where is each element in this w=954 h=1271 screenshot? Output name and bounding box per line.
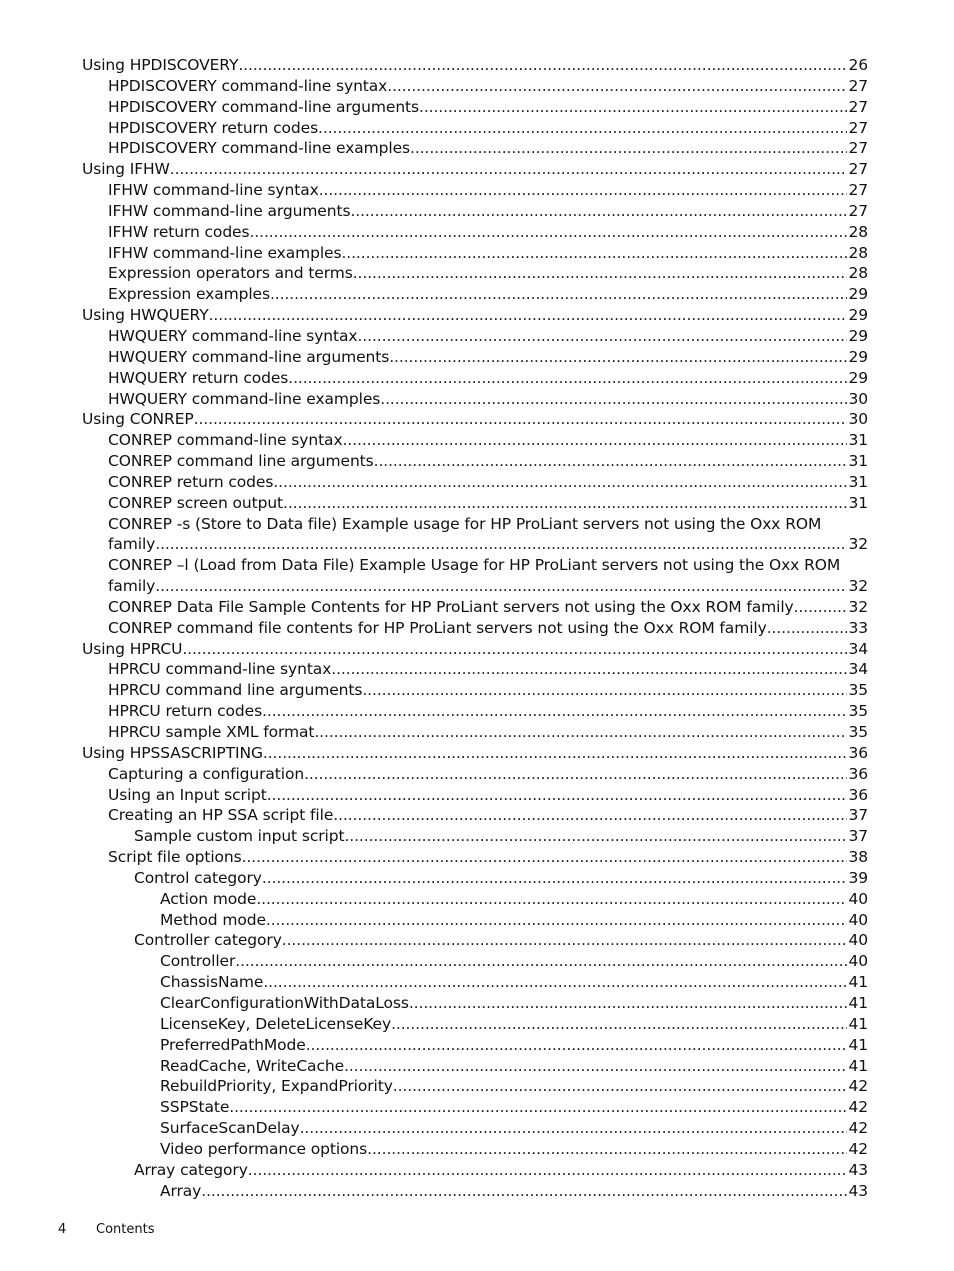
toc-entry-title: ClearConfigurationWithDataLoss bbox=[160, 993, 409, 1012]
dot-leader bbox=[306, 1035, 848, 1056]
dot-leader bbox=[201, 1181, 847, 1202]
dot-leader bbox=[170, 159, 848, 180]
dot-leader bbox=[270, 284, 848, 305]
page-footer bbox=[58, 1222, 154, 1237]
toc-entry-page: 27 bbox=[848, 97, 868, 116]
dot-leader bbox=[353, 263, 848, 284]
toc-entry-title: Using HPRCU bbox=[82, 639, 183, 658]
toc-entry-page: 42 bbox=[848, 1098, 868, 1117]
dot-leader bbox=[409, 993, 848, 1014]
toc-entry[interactable] bbox=[82, 743, 868, 764]
toc-entry-page: 40 bbox=[848, 952, 868, 971]
toc-entry-page: 31 bbox=[848, 431, 868, 450]
toc-entry-title: family bbox=[108, 577, 156, 596]
toc-entry[interactable] bbox=[82, 785, 868, 806]
toc-entry[interactable] bbox=[82, 805, 868, 826]
dot-leader bbox=[331, 659, 847, 680]
toc-entry-page: 27 bbox=[848, 118, 868, 137]
dot-leader bbox=[288, 368, 847, 389]
dot-leader bbox=[357, 326, 847, 347]
dot-leader bbox=[767, 618, 848, 639]
toc-entry-page: 27 bbox=[848, 201, 868, 220]
toc-entry-page: 30 bbox=[848, 389, 868, 408]
toc-entry[interactable] bbox=[82, 868, 868, 889]
dot-leader bbox=[262, 868, 848, 889]
dot-leader bbox=[341, 243, 847, 264]
toc-entry-title: Method mode bbox=[160, 910, 266, 929]
toc-entry-title-line: CONREP –l (Load from Data File) Example Usage for HP ProLiant servers not using the Oxx ROM bbox=[108, 556, 841, 575]
toc-entry-page: 37 bbox=[848, 806, 868, 825]
toc-entry-title: Using IFHW bbox=[82, 160, 170, 179]
dot-leader bbox=[314, 722, 847, 743]
toc-entry-title: Creating an HP SSA script file bbox=[108, 806, 334, 825]
dot-leader bbox=[318, 118, 847, 139]
dot-leader bbox=[262, 701, 847, 722]
toc-entry-title: Using HPDISCOVERY bbox=[82, 56, 239, 74]
toc-entry[interactable] bbox=[82, 284, 868, 305]
toc-entry[interactable] bbox=[82, 180, 868, 201]
toc-entry[interactable] bbox=[82, 389, 868, 410]
toc-entry[interactable] bbox=[82, 55, 868, 76]
toc-entry-title: Using HPSSASCRIPTING bbox=[82, 743, 263, 762]
toc-entry-title: Using HWQUERY bbox=[82, 306, 209, 325]
dot-leader bbox=[319, 180, 848, 201]
toc-entry[interactable] bbox=[82, 826, 868, 847]
toc-entry[interactable] bbox=[82, 1097, 868, 1118]
toc-entry[interactable] bbox=[82, 326, 868, 347]
toc-entry-title: ReadCache, WriteCache bbox=[160, 1056, 345, 1075]
toc-entry[interactable] bbox=[82, 201, 868, 222]
toc-entry-title: IFHW command-line syntax bbox=[108, 181, 319, 200]
dot-leader bbox=[182, 639, 847, 660]
toc-entry-page: 36 bbox=[848, 743, 868, 762]
dot-leader bbox=[155, 576, 847, 597]
toc-entry-title: HPRCU command-line syntax bbox=[108, 660, 332, 679]
toc-entry-title: Capturing a configuration bbox=[108, 764, 305, 783]
toc-entry[interactable] bbox=[82, 347, 868, 368]
toc-entry[interactable] bbox=[82, 1160, 868, 1181]
toc-entry[interactable] bbox=[82, 305, 868, 326]
toc-entry-page: 41 bbox=[848, 973, 868, 992]
toc-entry-page: 29 bbox=[848, 306, 868, 325]
toc-entry-title: HPDISCOVERY command-line arguments bbox=[108, 97, 419, 116]
dot-leader bbox=[242, 847, 848, 868]
toc-entry-title: Controller bbox=[160, 952, 236, 971]
toc-entry-title: HPDISCOVERY command-line examples bbox=[108, 139, 411, 158]
toc-entry[interactable] bbox=[82, 764, 868, 785]
dot-leader bbox=[391, 1014, 847, 1035]
toc-entry[interactable] bbox=[82, 1035, 868, 1056]
dot-leader bbox=[194, 409, 848, 430]
toc-entry[interactable] bbox=[82, 430, 868, 451]
dot-leader bbox=[350, 201, 847, 222]
toc-entry[interactable] bbox=[82, 1181, 868, 1202]
dot-leader bbox=[273, 472, 847, 493]
toc-entry-title: Array category bbox=[134, 1160, 248, 1179]
dot-leader bbox=[267, 785, 848, 806]
dot-leader bbox=[367, 1139, 847, 1160]
toc-entry[interactable] bbox=[82, 1076, 868, 1097]
toc-entry[interactable] bbox=[82, 555, 868, 597]
dot-leader bbox=[282, 930, 848, 951]
toc-entry-page: 34 bbox=[848, 639, 868, 658]
toc-entry-page: 29 bbox=[848, 326, 868, 345]
toc-entry-page: 39 bbox=[848, 868, 868, 887]
dot-leader bbox=[209, 305, 848, 326]
toc-entry-title-line: CONREP -s (Store to Data file) Example usage for HP ProLiant servers not using the Oxx ROM bbox=[108, 514, 822, 533]
toc-entry-title: IFHW command-line examples bbox=[108, 243, 342, 262]
toc-entry[interactable] bbox=[82, 159, 868, 180]
toc-entry-page: 35 bbox=[848, 723, 868, 741]
toc-entry-page: 32 bbox=[848, 597, 868, 616]
toc-entry-page: 29 bbox=[848, 368, 868, 387]
toc-entry[interactable] bbox=[82, 639, 868, 660]
toc-entry[interactable] bbox=[82, 680, 868, 701]
toc-entry[interactable] bbox=[82, 409, 868, 430]
toc-entry-page: 32 bbox=[848, 535, 868, 554]
dot-leader bbox=[344, 1056, 847, 1077]
toc-entry[interactable] bbox=[82, 514, 868, 556]
toc-entry-title: Expression examples bbox=[108, 285, 270, 304]
toc-entry[interactable] bbox=[82, 263, 868, 284]
toc-entry-title: Using an Input script bbox=[108, 785, 267, 804]
toc-entry-page: 37 bbox=[848, 827, 868, 846]
toc-entry-title: CONREP screen output bbox=[108, 493, 284, 512]
toc-entry[interactable] bbox=[82, 993, 868, 1014]
dot-leader bbox=[229, 1097, 847, 1118]
toc-entry-page: 41 bbox=[848, 1014, 868, 1033]
toc-entry-page: 35 bbox=[848, 681, 868, 700]
toc-entry[interactable] bbox=[82, 368, 868, 389]
dot-leader bbox=[362, 680, 847, 701]
toc-entry-title: HPRCU command line arguments bbox=[108, 681, 363, 700]
toc-entry-title: Sample custom input script bbox=[134, 827, 345, 846]
toc-entry-title: ChassisName bbox=[160, 973, 264, 992]
dot-leader bbox=[380, 389, 847, 410]
dot-leader bbox=[344, 826, 847, 847]
dot-leader bbox=[419, 97, 847, 118]
toc-entry-page: 41 bbox=[848, 1056, 868, 1075]
toc-entry[interactable] bbox=[82, 1139, 868, 1160]
toc-entry-page: 28 bbox=[848, 222, 868, 241]
toc-entry[interactable] bbox=[82, 138, 868, 159]
dot-leader bbox=[389, 347, 847, 368]
toc-entry-title: PreferredPathMode bbox=[160, 1035, 306, 1054]
toc-entry-title: HPDISCOVERY return codes bbox=[108, 118, 319, 137]
dot-leader bbox=[235, 951, 847, 972]
toc-entry-title: Using CONREP bbox=[82, 410, 194, 429]
toc-entry-page: 41 bbox=[848, 1035, 868, 1054]
toc-entry-title: Controller category bbox=[134, 931, 282, 950]
dot-leader bbox=[333, 805, 847, 826]
toc-entry-title: Script file options bbox=[108, 848, 242, 867]
toc-entry[interactable] bbox=[82, 243, 868, 264]
toc-entry[interactable] bbox=[82, 701, 868, 722]
toc-entry[interactable] bbox=[82, 847, 868, 868]
toc-entry-title: SSPState bbox=[160, 1098, 230, 1117]
toc-entry-page: 43 bbox=[848, 1181, 868, 1200]
toc-entry-title: family bbox=[108, 535, 156, 554]
toc-entry-page: 33 bbox=[848, 618, 868, 637]
dot-leader bbox=[283, 493, 847, 514]
toc-entry-page: 36 bbox=[848, 785, 868, 804]
dot-leader bbox=[794, 597, 848, 618]
dot-leader bbox=[249, 222, 847, 243]
toc-entry[interactable] bbox=[82, 118, 868, 139]
dot-leader bbox=[387, 76, 847, 97]
page-number: 4 bbox=[58, 1222, 67, 1237]
toc-entry-title: CONREP command-line syntax bbox=[108, 431, 343, 450]
toc-entry-title: LicenseKey, DeleteLicenseKey bbox=[160, 1014, 392, 1033]
toc-entry[interactable] bbox=[82, 889, 868, 910]
toc-entry-page: 28 bbox=[848, 264, 868, 283]
toc-entry-title: HPRCU sample XML format bbox=[108, 723, 315, 741]
toc-entry-title: Expression operators and terms bbox=[108, 264, 353, 283]
toc-entry[interactable] bbox=[82, 76, 868, 97]
toc-entry-title: Control category bbox=[134, 868, 262, 887]
toc-entry[interactable] bbox=[82, 659, 868, 680]
toc-entry[interactable] bbox=[82, 1118, 868, 1139]
toc-entry[interactable] bbox=[82, 493, 868, 514]
toc-entry-page: 30 bbox=[848, 410, 868, 429]
dot-leader bbox=[248, 1160, 848, 1181]
toc-entry-title: CONREP command file contents for HP ProLiant servers not using the Oxx ROM family bbox=[108, 618, 767, 637]
toc-entry-page: 32 bbox=[848, 577, 868, 596]
toc-entry-page: 31 bbox=[848, 493, 868, 512]
toc-entry-page: 34 bbox=[848, 660, 868, 679]
dot-leader bbox=[304, 764, 847, 785]
toc-entry-title: RebuildPriority, ExpandPriority bbox=[160, 1077, 393, 1096]
toc-entry-title: CONREP return codes bbox=[108, 472, 274, 491]
toc-entry[interactable] bbox=[82, 222, 868, 243]
toc-entry[interactable] bbox=[82, 972, 868, 993]
toc-entry-page: 28 bbox=[848, 243, 868, 262]
dot-leader bbox=[410, 138, 847, 159]
dot-leader bbox=[263, 743, 848, 764]
toc-entry-page: 27 bbox=[848, 181, 868, 200]
dot-leader bbox=[343, 430, 848, 451]
dot-leader bbox=[256, 889, 847, 910]
toc-entry-page: 29 bbox=[848, 285, 868, 304]
toc-entry-page: 41 bbox=[848, 993, 868, 1012]
toc-entry-title: Video performance options bbox=[160, 1139, 368, 1158]
dot-leader bbox=[374, 451, 848, 472]
toc-entry-title: IFHW return codes bbox=[108, 222, 250, 241]
toc-entry[interactable] bbox=[82, 930, 868, 951]
dot-leader bbox=[155, 534, 847, 555]
toc-entry-page: 31 bbox=[848, 452, 868, 471]
toc-entry-title: Action mode bbox=[160, 889, 257, 908]
toc-entry-page: 42 bbox=[848, 1139, 868, 1158]
toc-entry-title: CONREP Data File Sample Contents for HP ProLiant servers not using the Oxx ROM family bbox=[108, 597, 794, 616]
toc-entry[interactable] bbox=[82, 472, 868, 493]
toc-entry-page: 40 bbox=[848, 889, 868, 908]
toc-entry-page: 31 bbox=[848, 472, 868, 491]
toc-entry-page: 27 bbox=[848, 139, 868, 158]
dot-leader bbox=[393, 1076, 848, 1097]
toc-entry-page: 43 bbox=[848, 1160, 868, 1179]
toc-entry[interactable] bbox=[82, 597, 868, 618]
toc-entry-page: 42 bbox=[848, 1077, 868, 1096]
toc-entry-page: 42 bbox=[848, 1119, 868, 1138]
toc-entry[interactable] bbox=[82, 97, 868, 118]
dot-leader bbox=[238, 55, 847, 76]
dot-leader bbox=[300, 1118, 848, 1139]
toc-entry-page: 40 bbox=[848, 931, 868, 950]
toc-entry-page: 27 bbox=[848, 76, 868, 95]
toc-entry-title: SurfaceScanDelay bbox=[160, 1119, 300, 1138]
toc-entry[interactable] bbox=[82, 722, 868, 743]
toc-entry-title: HPRCU return codes bbox=[108, 702, 263, 721]
footer-label: Contents bbox=[96, 1222, 155, 1237]
toc-entry[interactable] bbox=[82, 451, 868, 472]
toc-entry-page: 40 bbox=[848, 910, 868, 929]
toc-entry-title: HWQUERY command-line arguments bbox=[108, 347, 390, 366]
toc-entry-title: CONREP command line arguments bbox=[108, 452, 374, 471]
toc-entry[interactable] bbox=[82, 618, 868, 639]
dot-leader bbox=[266, 910, 848, 931]
toc-entry-page: 27 bbox=[848, 160, 868, 179]
dot-leader bbox=[263, 972, 847, 993]
toc-entry-page: 26 bbox=[848, 56, 868, 74]
toc-entry-title: Array bbox=[160, 1181, 202, 1200]
toc-entry[interactable] bbox=[82, 951, 868, 972]
toc-entry-page: 35 bbox=[848, 702, 868, 721]
toc-entry-title: HWQUERY return codes bbox=[108, 368, 289, 387]
toc-entry[interactable] bbox=[82, 1056, 868, 1077]
toc-entry-title: IFHW command-line arguments bbox=[108, 201, 351, 220]
toc-entry-title: HWQUERY command-line syntax bbox=[108, 326, 358, 345]
toc-entry[interactable] bbox=[82, 1014, 868, 1035]
toc-entry-page: 36 bbox=[848, 764, 868, 783]
toc-entry[interactable] bbox=[82, 910, 868, 931]
toc-entry-page: 29 bbox=[848, 347, 868, 366]
table-of-contents bbox=[82, 55, 868, 1201]
toc-entry-page: 38 bbox=[848, 848, 868, 867]
toc-entry-title: HWQUERY command-line examples bbox=[108, 389, 381, 408]
toc-entry-title: HPDISCOVERY command-line syntax bbox=[108, 76, 388, 95]
